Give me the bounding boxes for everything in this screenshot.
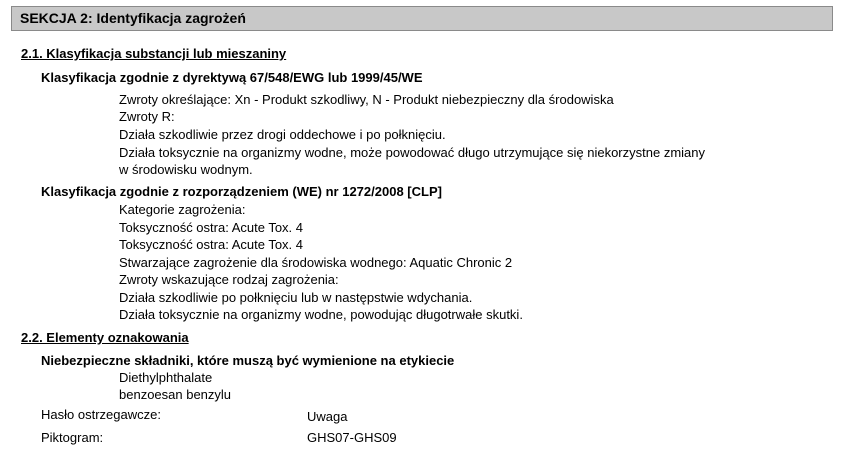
clp-line: Zwroty wskazujące rodzaj zagrożenia: (119, 272, 339, 287)
clp-line: Kategorie zagrożenia: (119, 202, 246, 217)
clp-line: Toksyczność ostra: Acute Tox. 4 (119, 237, 304, 252)
dsd-classification-heading: Klasyfikacja zgodnie z dyrektywą 67/548/EWG lub 1999/45/WE (41, 70, 423, 85)
pictogram-label: Piktogram: (41, 430, 104, 445)
signal-word-label: Hasło ostrzegawcze: (41, 407, 161, 422)
clp-line: Działa szkodliwie po połknięciu lub w następstwie wdychania. (119, 290, 473, 305)
pictogram-value: GHS07-GHS09 (307, 430, 397, 445)
subsection-heading-2-2: 2.2. Elementy oznakowania (21, 330, 189, 345)
clp-line: Toksyczność ostra: Acute Tox. 4 (119, 220, 304, 235)
section-header: SEKCJA 2: Identyfikacja zagrożeń (11, 6, 833, 31)
dsd-line: w środowisku wodnym. (119, 162, 253, 177)
clp-line: Działa toksycznie na organizmy wodne, powodując długotrwałe skutki. (119, 307, 523, 322)
signal-word-value: Uwaga (307, 409, 348, 424)
clp-line: Stwarzające zagrożenie dla środowiska wodnego: Aquatic Chronic 2 (119, 255, 513, 270)
dsd-line: Działa szkodliwie przez drogi oddechowe i po połknięciu. (119, 127, 446, 142)
component-item: benzoesan benzylu (119, 387, 232, 402)
dsd-line: Zwroty R: (119, 109, 175, 124)
dsd-line: Zwroty określające: Xn - Produkt szkodliwy, N - Produkt niebezpieczny dla środowiska (119, 92, 614, 107)
component-item: Diethylphthalate (119, 370, 213, 385)
dsd-line: Działa toksycznie na organizmy wodne, może powodować długo utrzymujące się niekorzystne zmiany (119, 145, 705, 160)
subsection-heading-2-1: 2.1. Klasyfikacja substancji lub mieszaniny (21, 46, 287, 61)
label-components-heading: Niebezpieczne składniki, które muszą być wymienione na etykiecie (41, 353, 455, 368)
clp-classification-heading: Klasyfikacja zgodnie z rozporządzeniem (WE) nr 1272/2008 [CLP] (41, 184, 442, 199)
